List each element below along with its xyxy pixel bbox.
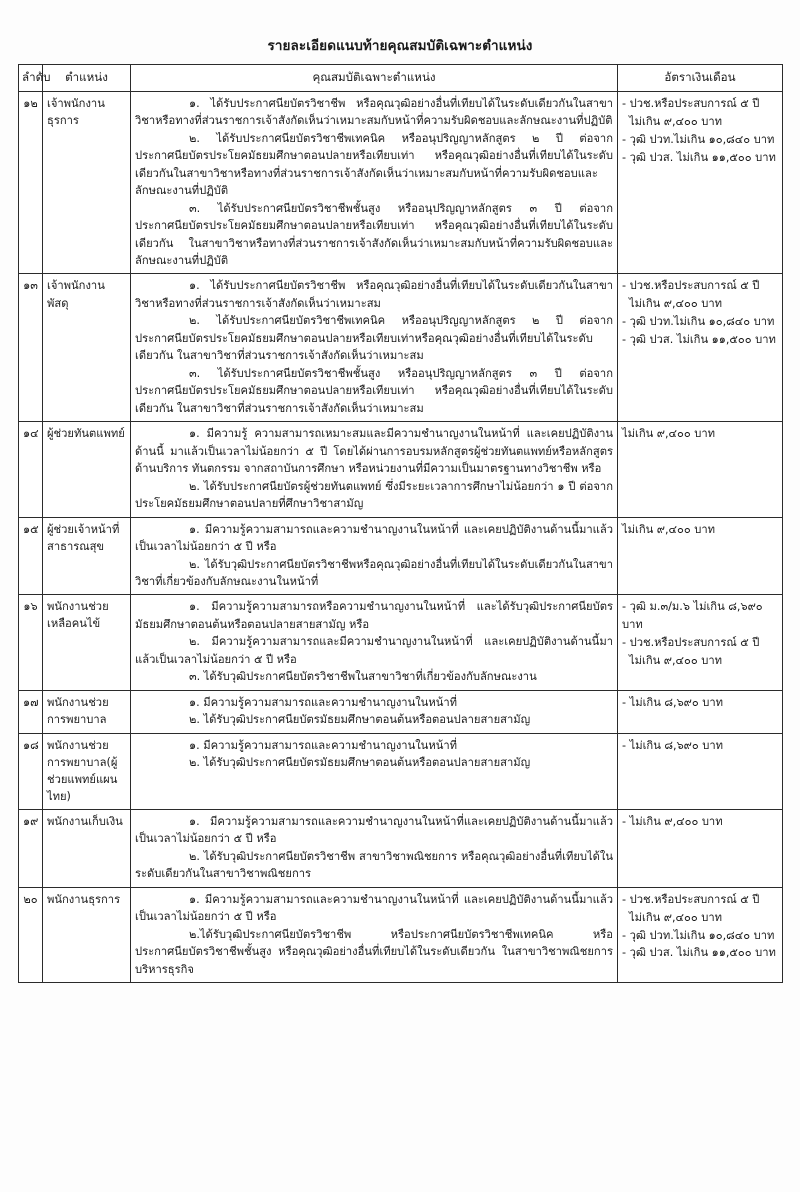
- salary-line: - ปวช.หรือประสบการณ์ ๕ ปี: [622, 96, 760, 110]
- row-salary-rate: [618, 809, 783, 887]
- table-row: [19, 274, 783, 422]
- row-sequence-number: ๑๔: [19, 422, 43, 517]
- salary-line: - วุฒิ ปวท.ไม่เกิน ๑๐,๘๔๐ บาท: [622, 315, 775, 329]
- row-qualification-list: [131, 733, 618, 809]
- row-position-name: พนักงานธุรการ: [43, 887, 131, 982]
- table-row: [19, 517, 783, 595]
- row-qualification-list: [131, 422, 618, 517]
- row-sequence-number: ๑๖: [19, 595, 43, 690]
- row-salary-rate: [618, 595, 783, 690]
- qualification-item: ๒. ได้รับวุฒิประกาศนียบัตรมัธยมศึกษาตอนต้นหรือตอนปลายสายสามัญ: [189, 713, 531, 727]
- row-salary-rate: [618, 887, 783, 982]
- row-position-name: พนักงานช่วยเหลือคนไข้: [43, 595, 131, 690]
- row-qualification-list: [131, 274, 618, 422]
- qualification-item: ๒.ได้รับวุฒิประกาศนียบัตรวิชาชีพ หรือประกาศนียบัตรวิชาชีพเทคนิค หรือประกาศนียบัตรวิชาชีพชั้นสูง หรือคุณวุฒิอย่างอื่นที่เทียบได้ในระดับเดียวกัน ในสาขาวิชาพณิชยการ บริหารธุรกิจ: [135, 927, 613, 976]
- qualification-item: ๑. มีความรู้ความสามารถและความชำนาญงานในหน้าที่และเคยปฏิบัติงานด้านนี้มาแล้วเป็นเวลาไม่น้อยกว่า ๕ ปี หรือ: [135, 814, 613, 846]
- row-sequence-number: ๑๙: [19, 809, 43, 887]
- row-salary-rate: [618, 91, 783, 274]
- row-position-name: ผู้ช่วยทันตแพทย์: [43, 422, 131, 517]
- row-salary-rate: [618, 690, 783, 733]
- row-sequence-number: ๑๒: [19, 91, 43, 274]
- salary-line: ไม่เกิน ๙,๔๐๐ บาท: [629, 114, 722, 128]
- salary-line: - วุฒิ ปวท.ไม่เกิน ๑๐,๘๔๐ บาท: [622, 132, 775, 146]
- row-position-name: ผู้ช่วยเจ้าหน้าที่สาธารณสุข: [43, 517, 131, 595]
- row-qualification-list: [131, 595, 618, 690]
- table-row: [19, 595, 783, 690]
- salary-line: - วุฒิ ปวส. ไม่เกิน ๑๑,๕๐๐ บาท: [622, 946, 776, 960]
- row-position-name: เจ้าพนักงานพัสดุ: [43, 274, 131, 422]
- qualification-item: ๑. มีความรู้ ความสามารถเหมาะสมและมีความชำนาญงานในหน้าที่ และเคยปฏิบัติงานด้านนี้ มาแล้วเป็นเวลาไม่น้อยกว่า ๕ ปี โดยได้ผ่านการอบรมหลักสูตรผู้ช่วยทันตแพทย์หรือหลักสูตรด้านบริการ ทันตกรรม จากสถาบันการศึกษา หรือหน่วยงานที่มีความเป็นมาตรฐานทางวิชาชีพ หรือ: [135, 427, 613, 476]
- salary-line: - ไม่เกิน ๘,๖๙๐ บาท: [622, 695, 724, 709]
- column-header-seq: ลำดับ: [19, 65, 43, 92]
- salary-line: - ไม่เกิน ๘,๖๙๐ บาท: [622, 738, 724, 752]
- salary-line: - วุฒิ ปวส. ไม่เกิน ๑๑,๕๐๐ บาท: [622, 150, 776, 164]
- qualification-item: ๓. ได้รับประกาศนียบัตรวิชาชีพชั้นสูง หรืออนุปริญญาหลักสูตร ๓ ปี ต่อจากประกาศนียบัตรประโยคมัธยมศึกษาตอนปลายหรือเทียบเท่า หรือคุณวุฒิอย่างอื่นที่เทียบได้ในระดับเดียวกัน ในสาขาวิชาหรือทางที่ส่วนราชการเจ้าสังกัดเห็นว่าเหมาะสมกับหน้าที่ความรับผิดชอบและลักษณะงานที่ปฏิบัติ: [135, 201, 613, 268]
- table-body: [19, 91, 783, 982]
- table-row: [19, 690, 783, 733]
- table-row: [19, 809, 783, 887]
- salary-line: ไม่เกิน ๙,๔๐๐ บาท: [629, 654, 722, 668]
- qualification-item: ๒. ได้รับวุฒิประกาศนียบัตรวิชาชีพ สาขาวิชาพณิชยการ หรือคุณวุฒิอย่างอื่นที่เทียบได้ในระดับเดียวกันในสาขาวิชาพณิชยการ: [135, 849, 613, 881]
- salary-line: - ปวช.หรือประสบการณ์ ๕ ปี: [622, 892, 760, 906]
- table-row: [19, 422, 783, 517]
- salary-line: ไม่เกิน ๙,๔๐๐ บาท: [622, 522, 715, 536]
- row-salary-rate: [618, 274, 783, 422]
- table-row: [19, 887, 783, 982]
- row-position-name: พนักงานช่วยการพยาบาล: [43, 690, 131, 733]
- row-position-name: พนักงานช่วยการพยาบาล(ผู้ช่วยแพทย์แผนไทย): [43, 733, 131, 809]
- row-sequence-number: ๑๕: [19, 517, 43, 595]
- row-sequence-number: ๑๗: [19, 690, 43, 733]
- qualification-item: ๑. มีความรู้ความสามารถและความชำนาญงานในหน้าที่ และเคยปฏิบัติงานด้านนี้มาแล้วเป็นเวลาไม่น้อยกว่า ๕ ปี หรือ: [135, 522, 613, 554]
- row-salary-rate: [618, 517, 783, 595]
- qualifications-table: [18, 64, 783, 983]
- qualification-item: ๒. ได้รับวุฒิประกาศนียบัตรมัธยมศึกษาตอนต้นหรือตอนปลายสายสามัญ: [189, 756, 531, 770]
- qualification-item: ๒. ได้รับประกาศนียบัตรวิชาชีพเทคนิค หรืออนุปริญญาหลักสูตร ๒ ปี ต่อจากประกาศนียบัตรประโยคมัธยมศึกษาตอนปลายหรือเทียบเท่าหรือคุณวุฒิอย่างอื่นที่เทียบได้ในระดับเดียวกัน ในสาขาวิชาที่ส่วนราชการเจ้าสังกัดเห็นว่าเหมาะสม: [135, 314, 613, 363]
- page-title: รายละเอียดแนบท้ายคุณสมบัติเฉพาะตำแหน่ง: [267, 38, 533, 54]
- column-header-position: ตำแหน่ง: [43, 65, 131, 92]
- row-qualification-list: [131, 887, 618, 982]
- row-salary-rate: [618, 422, 783, 517]
- qualification-item: ๑. มีความรู้ความสามารถหรือความชำนาญงานในหน้าที่ และได้รับวุฒิประกาศนียบัตรมัธยมศึกษาตอนต้นหรือตอนปลายสายสามัญ หรือ: [135, 600, 613, 631]
- row-qualification-list: [131, 690, 618, 733]
- qualification-item: ๒. มีความรู้ความสามารถและมีความชำนาญงานในหน้าที่ และเคยปฏิบัติงานด้านนี้มาแล้วเป็นเวลาไม่น้อยกว่า ๕ ปี หรือ: [135, 635, 613, 666]
- salary-line: - วุฒิ ม.๓/ม.๖ ไม่เกิน ๘,๖๙๐ บาท: [622, 600, 767, 632]
- row-salary-rate: [618, 733, 783, 809]
- qualification-item: ๓. ได้รับประกาศนียบัตรวิชาชีพชั้นสูง หรืออนุปริญญาหลักสูตร ๓ ปี ต่อจากประกาศนียบัตรประโยคมัธยมศึกษาตอนปลายหรือเทียบเท่า หรือคุณวุฒิอย่างอื่นที่เทียบได้ในระดับเดียวกัน ในสาขาวิชาที่ส่วนราชการเจ้าสังกัดเห็นว่าเหมาะสม: [135, 366, 613, 415]
- row-sequence-number: ๑๘: [19, 733, 43, 809]
- qualification-item: ๑. ได้รับประกาศนียบัตรวิชาชีพ หรือคุณวุฒิอย่างอื่นที่เทียบได้ในระดับเดียวกันในสาขาวิชาหรือทางที่ส่วนราชการเจ้าสังกัดเห็นว่าเหมาะสมกับหน้าที่ความรับผิดชอบและลักษณะงานที่ปฏิบัติ: [135, 96, 613, 128]
- row-position-name: พนักงานเก็บเงิน: [43, 809, 131, 887]
- row-position-name: เจ้าพนักงานธุรการ: [43, 91, 131, 274]
- qualification-item: ๓. ได้รับวุฒิประกาศนียบัตรวิชาชีพในสาขาวิชาที่เกี่ยวข้องกับลักษณะงาน: [189, 670, 537, 684]
- salary-line: ไม่เกิน ๙,๔๐๐ บาท: [629, 297, 722, 311]
- salary-line: - ปวช.หรือประสบการณ์ ๕ ปี: [622, 279, 760, 293]
- row-qualification-list: [131, 91, 618, 274]
- qualification-item: ๑. มีความรู้ความสามารถและความชำนาญงานในหน้าที่: [189, 738, 458, 752]
- salary-line: ไม่เกิน ๙,๔๐๐ บาท: [622, 427, 715, 441]
- salary-line: ไม่เกิน ๙,๔๐๐ บาท: [629, 910, 722, 924]
- column-header-qualification: คุณสมบัติเฉพาะตำแหน่ง: [131, 65, 618, 92]
- salary-line: - วุฒิ ปวท.ไม่เกิน ๑๐,๘๔๐ บาท: [622, 928, 775, 942]
- row-sequence-number: ๒๐: [19, 887, 43, 982]
- qualification-item: ๑. มีความรู้ความสามารถและความชำนาญงานในหน้าที่: [189, 695, 458, 709]
- row-qualification-list: [131, 809, 618, 887]
- row-qualification-list: [131, 517, 618, 595]
- qualification-item: ๒. ได้รับประกาศนียบัตรวิชาชีพเทคนิค หรืออนุปริญญาหลักสูตร ๒ ปี ต่อจากประกาศนียบัตรประโยคมัธยมศึกษาตอนปลายหรือเทียบเท่า หรือคุณวุฒิอย่างอื่นที่เทียบได้ในระดับเดียวกันในสาขาวิชาหรือทางที่ส่วนราชการเจ้าสังกัดเห็นว่าเหมาะสมกับหน้าที่ความรับผิดชอบและลักษณะงานที่ปฏิบัติ: [135, 131, 613, 198]
- salary-line: - วุฒิ ปวส. ไม่เกิน ๑๑,๕๐๐ บาท: [622, 333, 776, 347]
- qualification-item: ๒. ได้รับวุฒิประกาศนียบัตรวิชาชีพหรือคุณวุฒิอย่างอื่นที่เทียบได้ในระดับเดียวกันในสาขาวิชาที่เกี่ยวข้องกับลักษณะงานในหน้าที่: [135, 557, 613, 588]
- column-header-salary: อัตราเงินเดือน: [618, 65, 783, 92]
- qualification-item: ๑. มีความรู้ความสามารถและความชำนาญงานในหน้าที่ และเคยปฏิบัติงานด้านนี้มาแล้วเป็นเวลาไม่น้อยกว่า ๕ ปี หรือ: [135, 892, 613, 924]
- salary-line: - ปวช.หรือประสบการณ์ ๕ ปี: [622, 636, 760, 650]
- table-row: [19, 733, 783, 809]
- table-header: [19, 65, 783, 92]
- salary-line: - ไม่เกิน ๙,๔๐๐ บาท: [622, 814, 723, 828]
- row-sequence-number: ๑๓: [19, 274, 43, 422]
- table-header-row: [19, 65, 783, 92]
- table-row: [19, 91, 783, 274]
- qualification-item: ๑. ได้รับประกาศนียบัตรวิชาชีพ หรือคุณวุฒิอย่างอื่นที่เทียบได้ในระดับเดียวกันในสาขาวิชาหรือทางที่ส่วนราชการเจ้าสังกัดเห็นว่าเหมาะสม: [135, 279, 613, 310]
- qualification-item: ๒. ได้รับประกาศนียบัตรผู้ช่วยทันตแพทย์ ซึ่งมีระยะเวลาการศึกษาไม่น้อยกว่า ๑ ปี ต่อจากประโยคมัธยมศึกษาตอนปลายที่ศึกษาวิชาสามัญ: [135, 479, 613, 511]
